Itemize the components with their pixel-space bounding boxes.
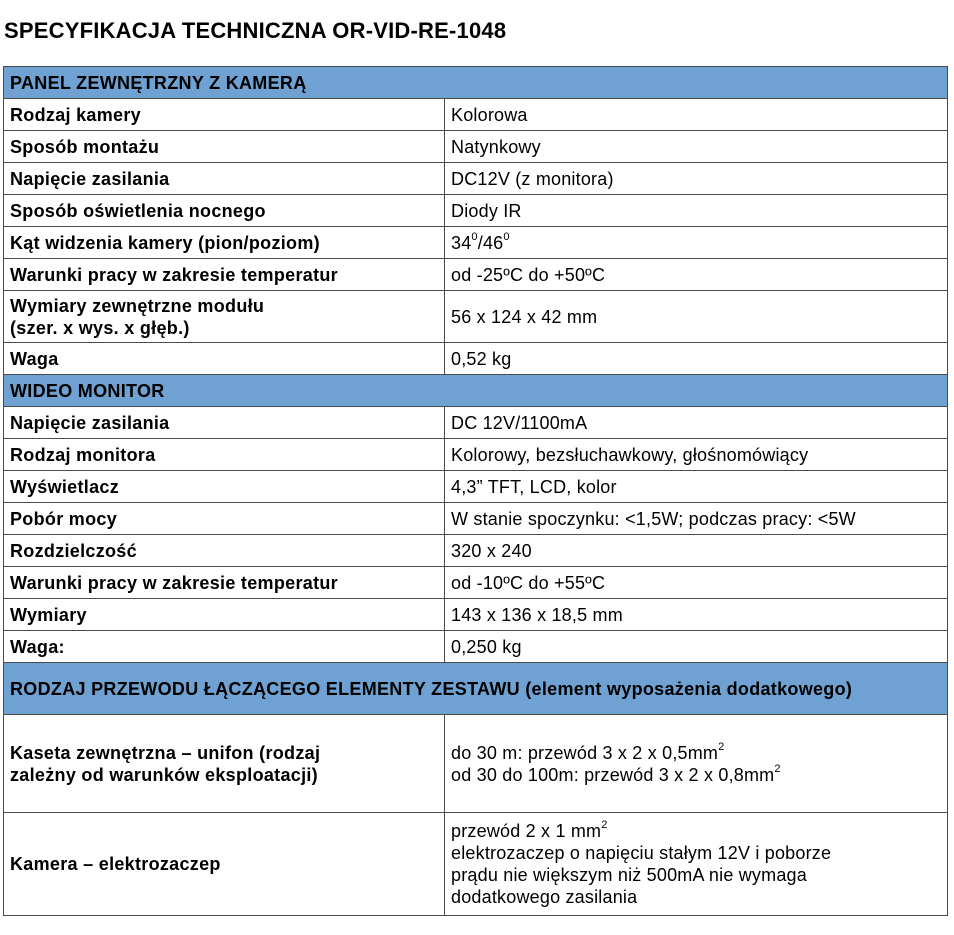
spec-value: W stanie spoczynku: <1,5W; podczas pracy: <5W: [445, 503, 948, 535]
angle-horizontal: /46: [477, 232, 504, 253]
table-row: [4, 471, 948, 503]
spec-label-line: Wymiary zewnętrzne modułu: [10, 295, 265, 316]
cable-spec: przewód 2 x 1 mm: [451, 821, 602, 841]
section-header-panel: PANEL ZEWNĘTRZNY Z KAMERĄ: [4, 67, 948, 99]
table-row: [4, 227, 948, 259]
spec-label: Rodzaj kamery: [4, 99, 445, 131]
squared-sup: 2: [718, 740, 725, 753]
section-header-cables: [4, 663, 948, 715]
spec-value: od -10ºC do +55ºC: [445, 567, 948, 599]
spec-value-line: dodatkowego zasilania: [451, 887, 638, 907]
spec-label-line: (szer. x wys. x głęb.): [10, 317, 190, 338]
spec-label-line: Kaseta zewnętrzna – unifon (rodzaj: [10, 742, 321, 763]
spec-value: [445, 715, 948, 813]
table-row: [4, 259, 948, 291]
degree-sup: 0: [471, 230, 478, 243]
spec-label: Sposób oświetlenia nocnego: [4, 195, 445, 227]
cable-spec-long: od 30 do 100m: przewód 3 x 2 x 0,8mm: [451, 764, 775, 785]
section-header-cables-title: RODZAJ PRZEWODU ŁĄCZĄCEGO ELEMENTY ZESTAWU: [10, 678, 520, 699]
spec-value: 143 x 136 x 18,5 mm: [445, 599, 948, 631]
spec-value: DC 12V/1100mA: [445, 407, 948, 439]
spec-label: Kąt widzenia kamery (pion/poziom): [4, 227, 445, 259]
spec-label: Sposób montażu: [4, 131, 445, 163]
table-row: [4, 407, 948, 439]
spec-label: Warunki pracy w zakresie temperatur: [4, 259, 445, 291]
spec-value-line: prądu nie większym niż 500mA nie wymaga: [451, 865, 807, 885]
spec-label: [4, 291, 445, 343]
spec-label: Pobór mocy: [4, 503, 445, 535]
spec-value: 0,52 kg: [445, 343, 948, 375]
spec-value: 0,250 kg: [445, 631, 948, 663]
spec-label: [4, 715, 445, 813]
squared-sup: 2: [774, 762, 781, 775]
table-row: [4, 131, 948, 163]
spec-value-line: [451, 820, 941, 842]
page-title: SPECYFIKACJA TECHNICZNA OR-VID-RE-1048: [4, 18, 507, 43]
table-row: [4, 631, 948, 663]
spec-value-line: elektrozaczep o napięciu stałym 12V i poborze: [451, 843, 832, 863]
spec-value: 320 x 240: [445, 535, 948, 567]
spec-label: Warunki pracy w zakresie temperatur: [4, 567, 445, 599]
spec-table: [3, 66, 948, 916]
spec-value: DC12V (z monitora): [445, 163, 948, 195]
spec-label: Napięcie zasilania: [4, 407, 445, 439]
section-header-row: [4, 375, 948, 407]
spec-label: Rodzaj monitora: [4, 439, 445, 471]
spec-value: 56 x 124 x 42 mm: [445, 291, 948, 343]
table-row: [4, 99, 948, 131]
spec-value: [445, 227, 948, 259]
section-header-cables-note: (element wyposażenia dodatkowego): [519, 678, 853, 699]
spec-label: Wyświetlacz: [4, 471, 445, 503]
spec-value-line: [451, 764, 941, 786]
spec-label: Waga: [4, 343, 445, 375]
section-header-monitor: WIDEO MONITOR: [4, 375, 948, 407]
table-row: [4, 439, 948, 471]
angle-vertical: 34: [451, 232, 472, 253]
section-header-row: [4, 663, 948, 715]
section-header-row: [4, 67, 948, 99]
spec-value: Kolorowa: [445, 99, 948, 131]
spec-value-line: [451, 742, 941, 764]
table-row: [4, 599, 948, 631]
table-row: [4, 291, 948, 343]
table-row: [4, 195, 948, 227]
spec-label: Napięcie zasilania: [4, 163, 445, 195]
spec-label: Waga:: [4, 631, 445, 663]
squared-sup: 2: [601, 819, 608, 831]
cable-spec-short: do 30 m: przewód 3 x 2 x 0,5mm: [451, 742, 719, 763]
spec-label: Kamera – elektrozaczep: [4, 813, 445, 916]
table-row: [4, 343, 948, 375]
table-row: [4, 503, 948, 535]
spec-value: od -25ºC do +50ºC: [445, 259, 948, 291]
spec-value: Natynkowy: [445, 131, 948, 163]
spec-value: Kolorowy, bezsłuchawkowy, głośnomówiący: [445, 439, 948, 471]
table-row: [4, 715, 948, 813]
spec-label: Rozdzielczość: [4, 535, 445, 567]
table-row: [4, 813, 948, 916]
table-row: [4, 535, 948, 567]
spec-value: [445, 813, 948, 916]
spec-label: Wymiary: [4, 599, 445, 631]
spec-value: Diody IR: [445, 195, 948, 227]
spec-label-line: zależny od warunków eksploatacji): [10, 764, 318, 785]
spec-value: 4,3” TFT, LCD, kolor: [445, 471, 948, 503]
table-row: [4, 163, 948, 195]
table-row: [4, 567, 948, 599]
degree-sup: 0: [503, 230, 510, 243]
